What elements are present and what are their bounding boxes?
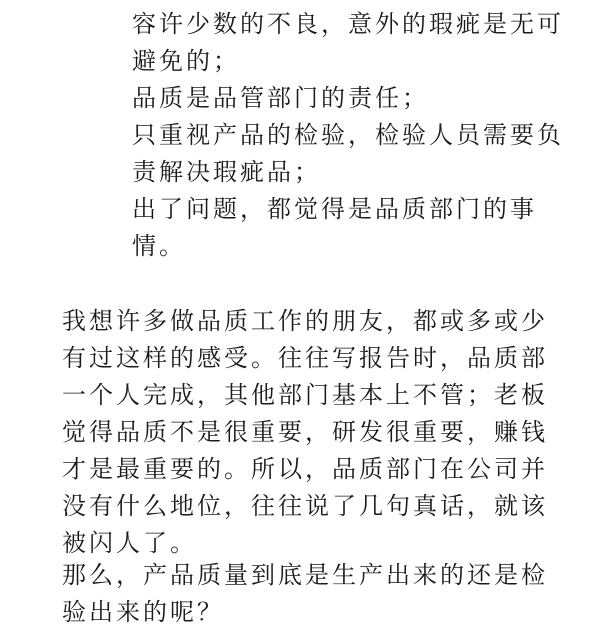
quoted-list-item: 出了问题，都觉得是品质部门的事情。	[132, 195, 537, 260]
quoted-list-item: 容许少数的不良，意外的瑕疵是无可避免的；	[132, 10, 564, 75]
quoted-list-item: 品质是品管部门的责任；	[132, 84, 429, 112]
quoted-list-item: 只重视产品的检验，检验人员需要负责解决瑕疵品；	[132, 121, 564, 186]
paragraph-text: 我想许多做品质工作的朋友，都或多或少有过这样的感受。往往写报告时，品质部一个人完成，其他部门基本上不管；老板觉得品质不是很重要，研发很重要，赚钱才是最重要的。所以，品质部门在公司并没有什么地位，往往说了几句真话，就该被闪人了。	[62, 307, 548, 557]
paragraph-text: 那么，产品质量到底是生产出来的还是检验出来的呢？	[62, 561, 548, 626]
body-paragraph-2	[62, 557, 562, 631]
body-paragraph-1	[62, 303, 562, 562]
quoted-list	[132, 6, 572, 265]
